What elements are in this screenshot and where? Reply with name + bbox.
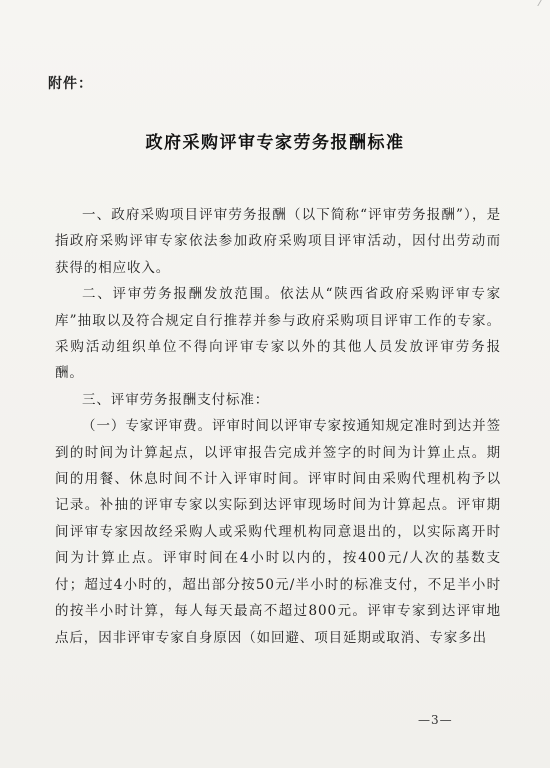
document-title: 政府采购评审专家劳务报酬标准: [145, 133, 405, 153]
paragraph-1: 一、政府采购项目评审劳务报酬（以下简称“评审劳务报酬”），是指政府采购评审专家依法参加政府采购项目评审活动，因付出劳动而获得的相应收入。: [55, 207, 501, 276]
paragraph-3: 三、评审劳务报酬支付标准：: [82, 391, 270, 408]
corner-mark: [529, 0, 541, 6]
document-body: [55, 202, 501, 651]
paragraph-4: （一）专家评审费。评审时间以评审专家按通知规定准时到达并签到的时间为计算起点，以评审报告完成并签字的时间为计算止点。期间的用餐、休息时间不计入评审时间。评审时间由采购代理机构予以记录。补抽的评审专家以实际到达评审现场时间为计算起点。评审期间评审专家因故经采购人或采购代理机构同意退出的，以实际离开时间为计算止点。评审时间在4小时以内的，按400元/人次的基数支付；超过4小时的，超出部分按50元/半小时的标准支付，不足半小时的按半小时计算，每人每天最高不超过800元。评审专家到达评审地点后，因非评审专家自身原因（如回避、项目延期或取消、专家多出: [55, 418, 501, 646]
attachment-label: 附件：: [48, 76, 93, 92]
paragraph-2: 二、评审劳务报酬发放范围。依法从“陕西省政府采购评审专家库”抽取以及符合规定自行推荐并参与政府采购项目评审工作的专家。采购活动组织单位不得向评审专家以外的其他人员发放评审劳务报酬。: [55, 286, 501, 382]
page-number: —3—: [418, 713, 453, 727]
